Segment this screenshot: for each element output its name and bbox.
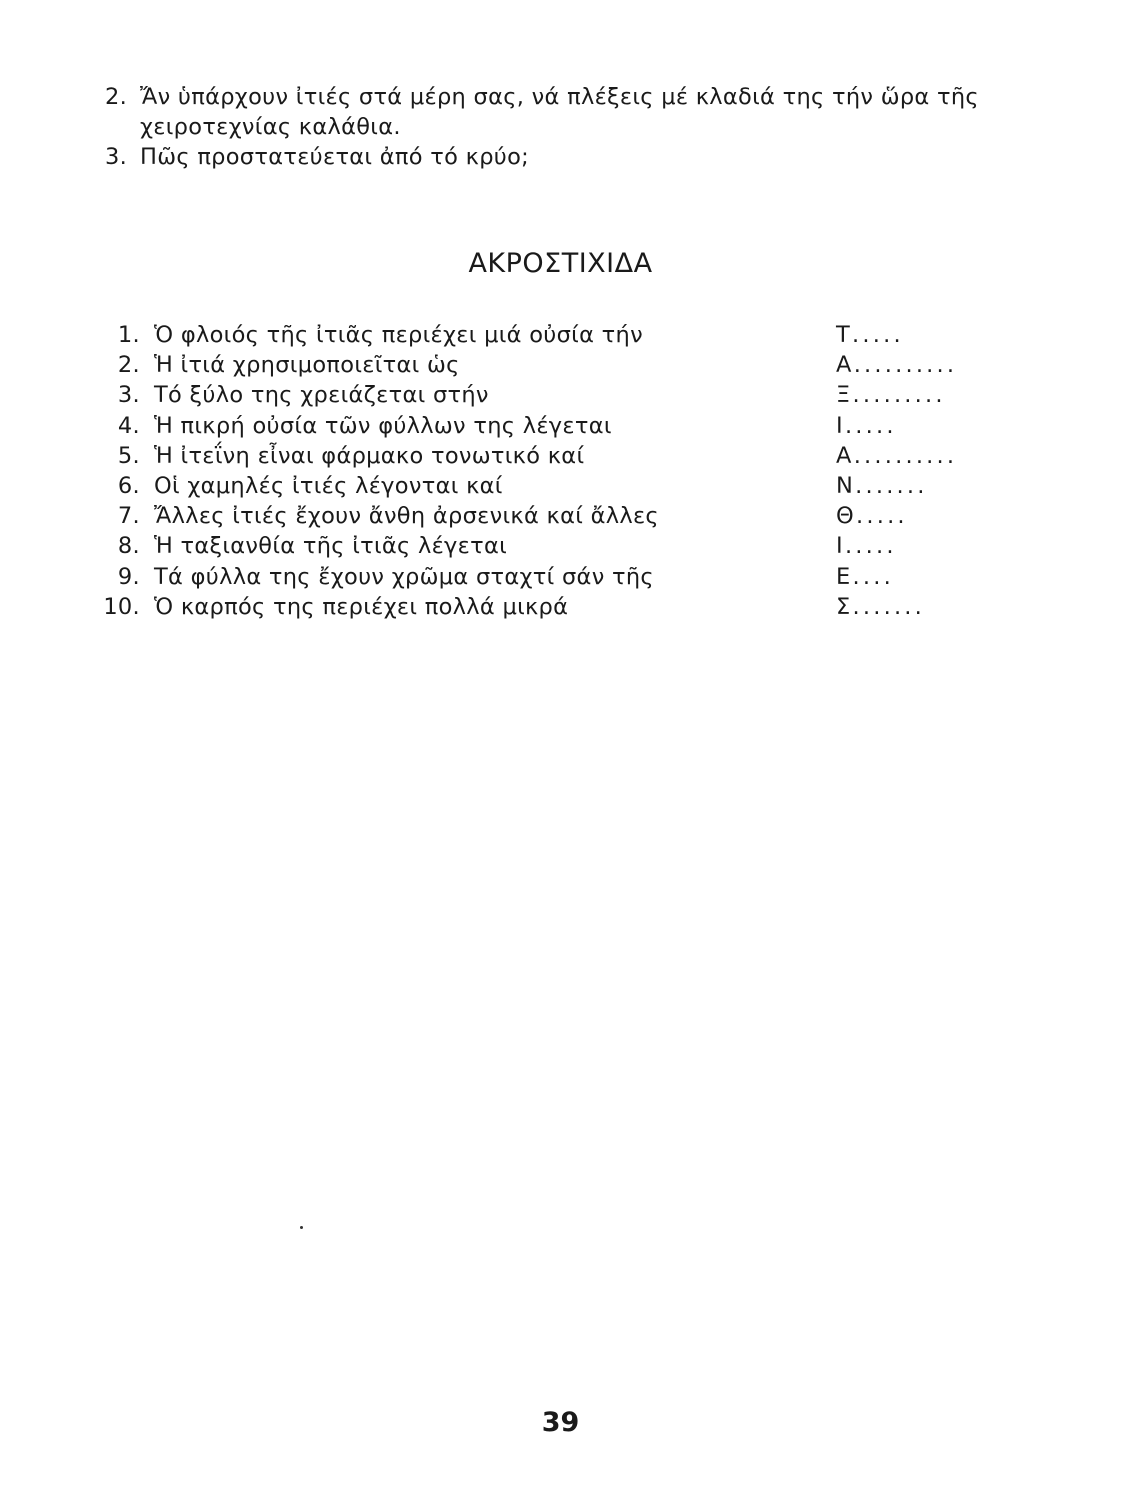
acrostic-answer: [836, 592, 925, 622]
question-text: Ἄν ὑπάρχουν ἰτιές στά μέρη σας, νά πλέξεις μέ κλαδιά της τήν ὥρα τῆς χειροτεχνίας καλάθια.: [140, 84, 979, 140]
acrostic-clue: Τά φύλλα της ἔχουν χρῶμα σταχτί σάν τῆς: [154, 563, 654, 590]
acrostic-number: 6.: [117, 472, 140, 499]
acrostic-number: 7.: [117, 503, 140, 530]
acrostic-letter: Ι: [836, 533, 843, 560]
acrostic-answer: [836, 471, 928, 501]
acrostic-list: [0, 320, 1121, 622]
acrostic-row: [0, 562, 1121, 592]
acrostic-letter: Ι: [836, 412, 843, 439]
acrostic-letter: Σ: [836, 593, 851, 620]
acrostic-letter: Τ: [836, 322, 851, 348]
acrostic-answer: [836, 501, 908, 531]
acrostic-number: 4.: [117, 412, 140, 439]
question-item: [105, 142, 1005, 172]
answer-dots: .......: [852, 593, 925, 620]
answer-dots: .....: [856, 503, 908, 530]
acrostic-number: 3.: [117, 382, 140, 409]
acrostic-answer: [836, 411, 897, 441]
acrostic-letter: Ξ: [836, 382, 851, 409]
answer-dots: ....: [852, 563, 894, 590]
acrostic-answer: [836, 441, 957, 471]
acrostic-clue: Ὁ φλοιός τῆς ἰτιᾶς περιέχει μιά οὐσία τήν: [154, 322, 643, 348]
page-number: 39: [541, 1407, 580, 1438]
acrostic-row: [0, 350, 1121, 380]
question-item: [105, 82, 1005, 142]
questions-list: [105, 82, 1005, 172]
answer-dots: .....: [852, 322, 904, 348]
acrostic-answer: [836, 562, 894, 592]
answer-dots: .....: [844, 533, 897, 560]
acrostic-row: [0, 471, 1121, 501]
acrostic-clue: Ἡ ταξιανθία τῆς ἰτιᾶς λέγεται: [154, 533, 508, 560]
acrostic-row: [0, 411, 1121, 441]
acrostic-answer: [836, 380, 946, 410]
acrostic-letter: Ν: [836, 472, 854, 499]
acrostic-title: ΑΚΡΟΣΤΙΧΙΔΑ: [468, 248, 653, 279]
acrostic-letter: Α: [836, 442, 852, 469]
answer-dots: ..........: [853, 442, 958, 469]
question-number: 2.: [105, 84, 128, 110]
acrostic-number: 8.: [117, 533, 140, 560]
answer-dots: .......: [855, 472, 928, 499]
acrostic-clue: Οἱ χαμηλές ἰτιές λέγονται καί: [154, 472, 503, 499]
acrostic-row: [0, 441, 1121, 471]
acrostic-clue: Ἄλλες ἰτιές ἔχουν ἄνθη ἀρσενικά καί ἄλλες: [154, 503, 659, 530]
answer-dots: .........: [852, 382, 946, 409]
answer-dots: .....: [844, 412, 897, 439]
acrostic-number: 1.: [117, 322, 140, 348]
acrostic-number: 10.: [103, 593, 140, 620]
scan-speck: [300, 1226, 303, 1229]
question-text: Πῶς προστατεύεται ἀπό τό κρύο;: [140, 144, 530, 170]
acrostic-row: [0, 592, 1121, 622]
acrostic-clue: Τό ξύλο της χρειάζεται στήν: [154, 382, 489, 409]
acrostic-letter: Α: [836, 352, 852, 379]
acrostic-number: 2.: [117, 352, 140, 379]
acrostic-row: [0, 501, 1121, 531]
question-number: 3.: [105, 144, 128, 170]
acrostic-answer: [836, 350, 957, 380]
acrostic-number: 9.: [117, 563, 140, 590]
acrostic-letter: Ε: [836, 563, 851, 590]
acrostic-row: [0, 320, 1121, 350]
acrostic-row: [0, 380, 1121, 410]
acrostic-answer: [836, 531, 897, 561]
acrostic-number: 5.: [117, 442, 140, 469]
acrostic-clue: Ὁ καρπός της περιέχει πολλά μικρά: [154, 593, 569, 620]
acrostic-clue: Ἡ πικρή οὐσία τῶν φύλλων της λέγεται: [154, 412, 612, 439]
acrostic-letter: Θ: [836, 503, 855, 530]
acrostic-clue: Ἡ ἰτεΐνη εἶναι φάρμακο τονωτικό καί: [154, 442, 585, 469]
acrostic-row: [0, 531, 1121, 561]
acrostic-answer: [836, 320, 904, 350]
acrostic-clue: Ἡ ἰτιά χρησιμοποιεῖται ὡς: [154, 352, 460, 379]
answer-dots: ..........: [853, 352, 958, 379]
